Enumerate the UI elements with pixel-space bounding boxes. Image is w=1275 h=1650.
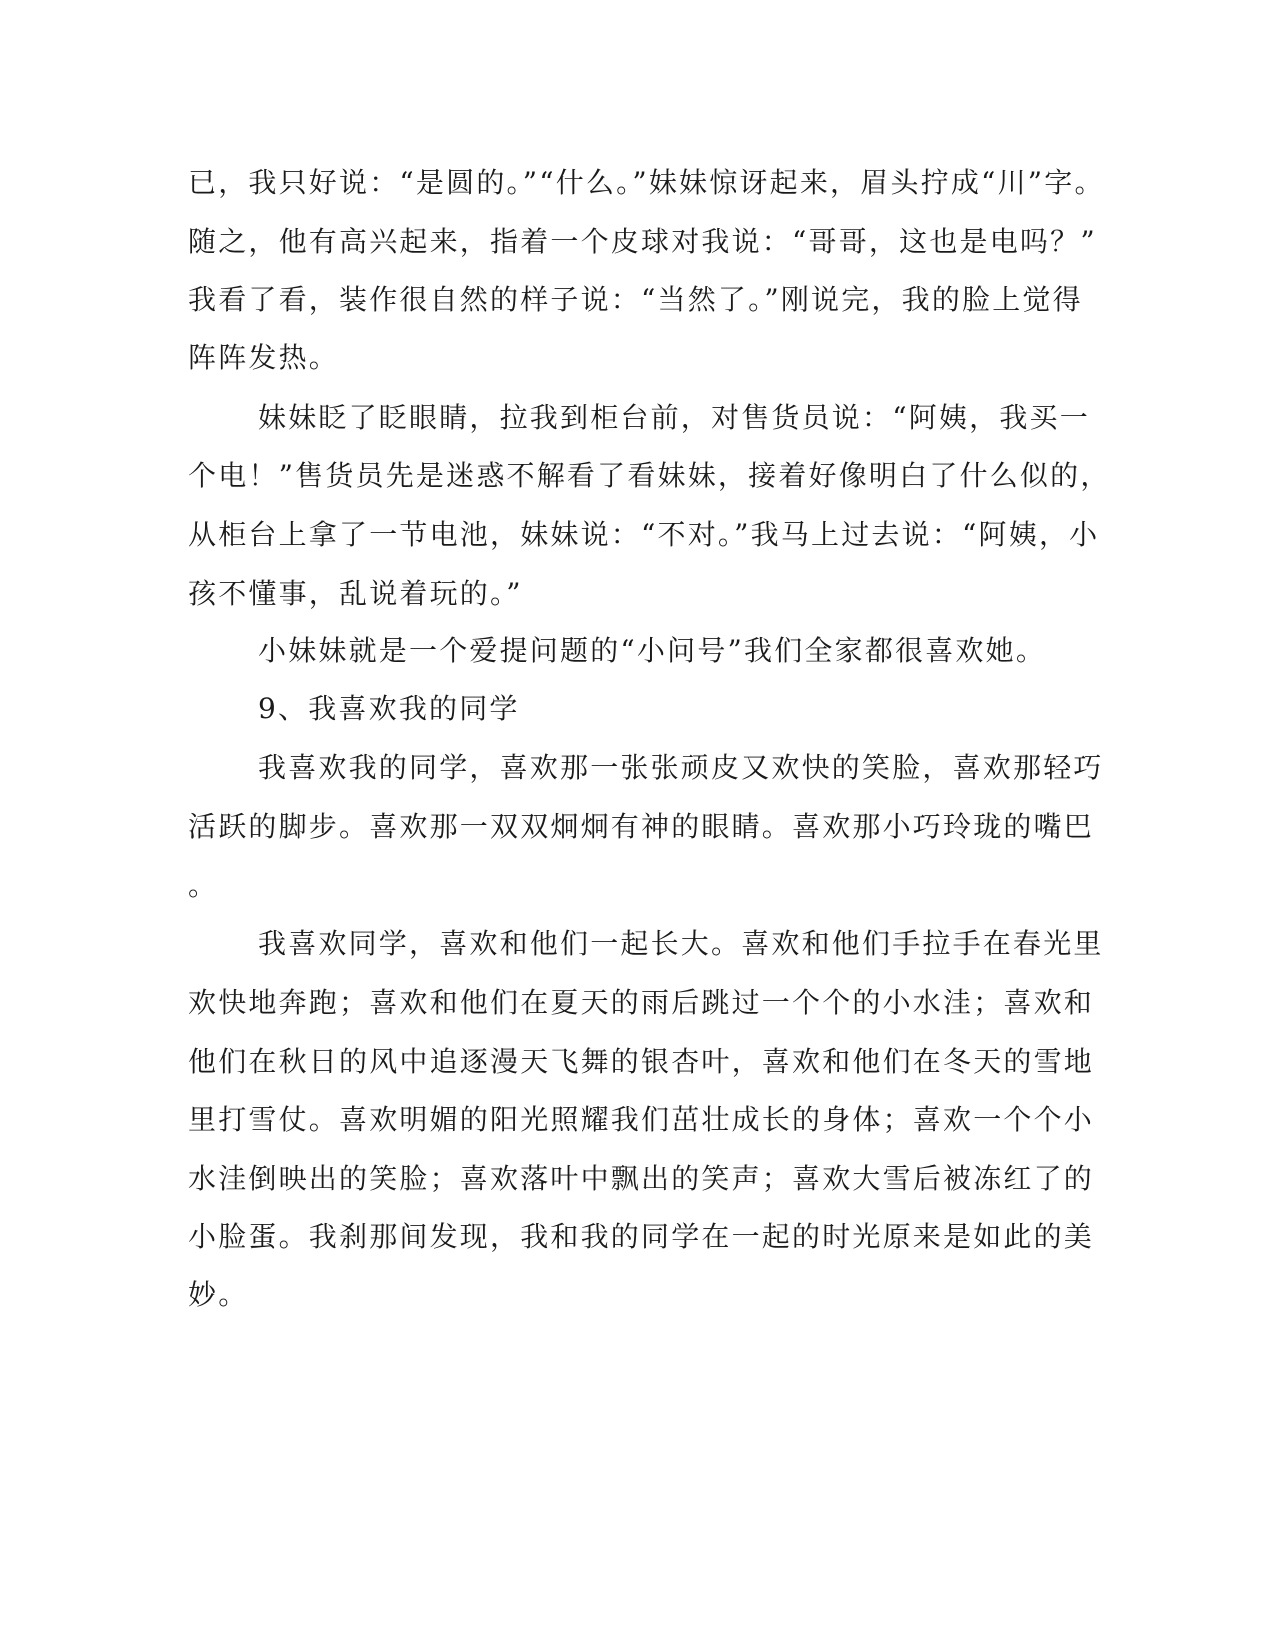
paragraph-start-line: 我喜欢同学，喜欢和他们一起长大。喜欢和他们手拉手在春光里 bbox=[258, 927, 1104, 960]
paragraph-start-line: 妹妹眨了眨眼睛，拉我到柜台前，对售货员说：“阿姨，我买一 bbox=[258, 401, 1090, 434]
text-line: 妙。 bbox=[188, 1278, 249, 1311]
text-line: 水洼倒映出的笑脸；喜欢落叶中飘出的笑声；喜欢大雪后被冻红了的 bbox=[188, 1162, 1095, 1195]
text-line: 个电！”售货员先是迷惑不解看了看妹妹，接着好像明白了什么似的， bbox=[188, 459, 1111, 492]
section-heading: 9、我喜欢我的同学 bbox=[258, 692, 520, 725]
text-line: 我看了看，装作很自然的样子说：“当然了。”刚说完，我的脸上觉得 bbox=[188, 283, 1083, 316]
text-line: 已，我只好说：“是圆的。”“什么。”妹妹惊讶起来，眉头拧成“川”字。 bbox=[188, 166, 1105, 199]
paragraph-start-line: 小妹妹就是一个爱提问题的“小问号”我们全家都很喜欢她。 bbox=[258, 634, 1047, 667]
text-line: 他们在秋日的风中追逐漫天飞舞的银杏叶，喜欢和他们在冬天的雪地 bbox=[188, 1045, 1095, 1078]
text-line: 孩不懂事，乱说着玩的。” bbox=[188, 577, 523, 610]
text-line: 欢快地奔跑；喜欢和他们在夏天的雨后跳过一个个的小水洼；喜欢和 bbox=[188, 986, 1095, 1019]
paragraph-start-line: 我喜欢我的同学，喜欢那一张张顽皮又欢快的笑脸，喜欢那轻巧 bbox=[258, 751, 1104, 784]
text-line: 活跃的脚步。喜欢那一双双炯炯有神的眼睛。喜欢那小巧玲珑的嘴巴 bbox=[188, 810, 1095, 843]
text-line: 小脸蛋。我刹那间发现，我和我的同学在一起的时光原来是如此的美 bbox=[188, 1220, 1095, 1253]
text-line: 从柜台上拿了一节电池，妹妹说：“不对。”我马上过去说：“阿姨，小 bbox=[188, 518, 1100, 551]
text-line: 阵阵发热。 bbox=[188, 341, 340, 374]
text-line: 里打雪仗。喜欢明媚的阳光照耀我们茁壮成长的身体；喜欢一个个小 bbox=[188, 1103, 1095, 1136]
text-line: 随之，他有高兴起来，指着一个皮球对我说：“哥哥，这也是电吗？” bbox=[188, 225, 1097, 258]
text-line: 。 bbox=[188, 869, 219, 902]
